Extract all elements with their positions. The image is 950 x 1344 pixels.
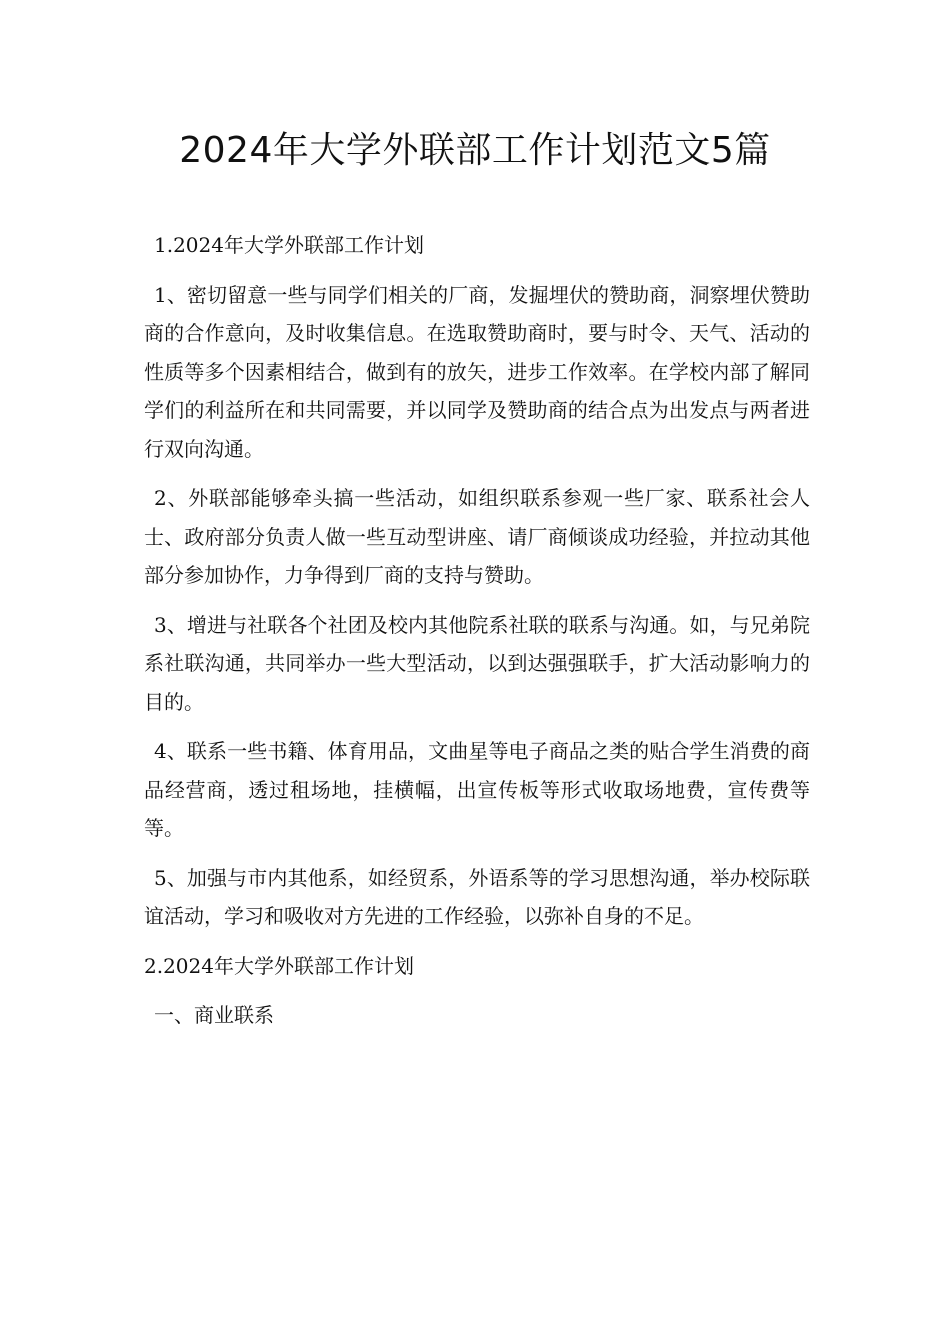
paragraph-item-3: 3、增进与社联各个社团及校内其他院系社联的联系与沟通。如，与兄弟院系社联沟通，共同举办一些大型活动，以到达强强联手，扩大活动影响力的目的。 [144,612,810,714]
paragraph-item-1: 1、密切留意一些与同学们相关的厂商，发掘埋伏的赞助商，洞察埋伏赞助商的合作意向，及时收集信息。在选取赞助商时，要与时令、天气、活动的性质等多个因素相结合，做到有的放矢，进步工作效率。在学校内部了解同学们的利益所在和共同需要，并以同学及赞助商的结合点为出发点与两者进行双向沟通。 [144,282,810,461]
paragraph-item-4: 4、联系一些书籍、体育用品，文曲星等电子商品之类的贴合学生消费的商品经营商，透过租场地，挂横幅，出宣传板等形式收取场地费，宣传费等等。 [144,739,810,840]
section-heading-1: 1.2024年大学外联部工作计划 [154,233,424,257]
subsection-heading: 一、商业联系 [154,1003,274,1027]
paragraph-item-5: 5、加强与市内其他系，如经贸系，外语系等的学习思想沟通，举办校际联谊活动，学习和吸收对方先进的工作经验，以弥补自身的不足。 [144,865,810,928]
document-body [144,226,810,1046]
section-heading-2: 2.2024年大学外联部工作计划 [144,953,414,978]
page-title: 2024年大学外联部工作计划范文5篇 [179,130,771,171]
paragraph-item-2: 2、外联部能够牵头搞一些活动，如组织联系参观一些厂家、联系社会人士、政府部分负责人做一些互动型讲座、请厂商倾谈成功经验，并拉动其他部分参加协作，力争得到厂商的支持与赞助。 [144,486,810,587]
